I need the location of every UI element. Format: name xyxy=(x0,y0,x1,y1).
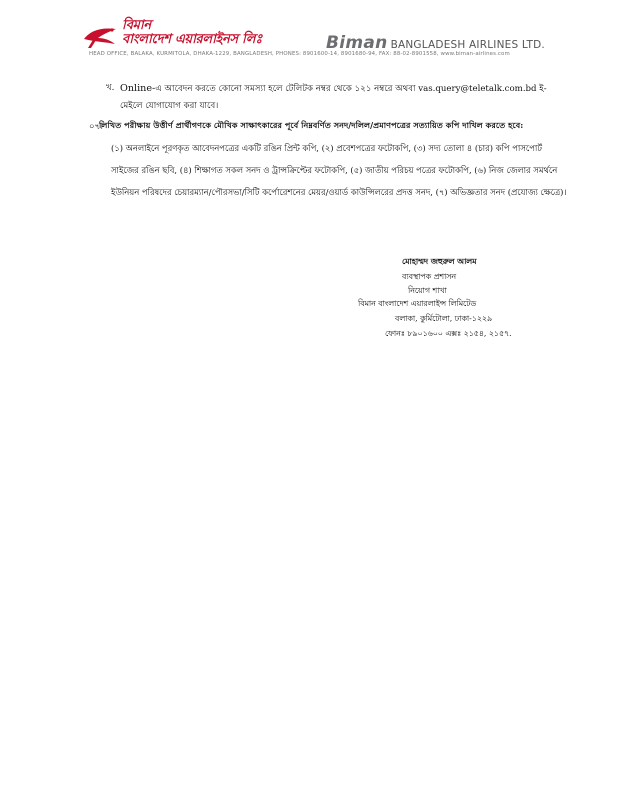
brand-name-biman: Biman xyxy=(326,33,388,53)
head-office-address: HEAD OFFICE, BALAKA, KURMITOLA, DHAKA-1229, BANGLADESH, PHONES: 8901600-14, 8901680-94, FAX: 88-02-8901558, www.biman-airlines.com xyxy=(89,51,510,57)
signatory-organization: বিমান বাংলাদেশ এয়ারলাইন্স লিমিটেড xyxy=(358,299,477,308)
signatory-title: ব্যবস্থাপক প্রশাসন xyxy=(402,272,457,281)
item-marker: খ. xyxy=(106,83,115,93)
letterhead xyxy=(82,18,562,62)
required-documents-list: (১) অনলাইনে পূরণকৃত আবেদনপত্রের একটি রঙিন প্রিন্ট কপি, (২) প্রবেশপত্রের ফটোকপি, (৩) সদ্য তোলা ৪ (চার) কপি পাসপোর্ট সাইজের রঙিন ছবি, (৪) শিক্ষাগত সকল সনদ ও ট্রান্সক্রিপ্টের ফটোকপি, (৫) জাতীয় পরিচয় পত্রের ফটোকপি, (৬) নিজ জেলার সমর্থনে ইউনিয়ন পরিষদের চেয়ারম্যান/পৌরসভা/সিটি কর্পোরেশনের মেয়র/ওয়ার্ড কাউন্সিলরের প্রদত্ত সনদ, (৭) অভিজ্ঞতার সনদ (প্রযোজ্য ক্ষেত্রে)। xyxy=(111,143,567,197)
brand-name-english xyxy=(326,33,545,53)
brand-name-rest: BANGLADESH AIRLINES LTD. xyxy=(390,39,545,51)
brand-name-bangla-line2: বাংলাদেশ এয়ারলাইনস লিঃ xyxy=(122,32,263,47)
item-text: এ আবেদন করতে কোনো সমস্যা হলে টেলিটক নম্বর থেকে ১২১ নম্বরে অথবা vas.query@teletalk.com.bd ই-মেইলে যোগাযোগ করা যাবে। xyxy=(120,84,547,111)
signatory-name: মোহাম্মদ জহুরুল আলম xyxy=(402,257,477,266)
item-marker: ০৭। xyxy=(89,121,103,131)
instruction-item-7 xyxy=(89,120,569,197)
instruction-item-kha xyxy=(106,80,560,115)
signatory-address: বলাকা, কুর্মিটোলা, ঢাকা-১২২৯ xyxy=(395,314,493,323)
signatory-section: নিয়োগ শাখা xyxy=(408,286,447,295)
brand-name-bangla xyxy=(122,19,262,47)
brand-name-bangla-line1: বিমান xyxy=(122,18,151,33)
signatory-phone: ফোনঃ ৮৯০১৬০০ এক্সঃ ২১৫৪, ২১৫৭. xyxy=(385,329,512,338)
item-lead: Online- xyxy=(120,83,156,94)
item-heading: লিখিত পরীক্ষায় উত্তীর্ণ প্রার্থীগণকে মৌখিক সাক্ষাৎকারের পূর্বে নিম্নবর্ণিত সনদ/দলিল/প্রমাণপত্রের সত্যায়িত কপি দাখিল করতে হবে: xyxy=(99,120,524,130)
biman-stork-logo-icon xyxy=(82,21,118,51)
